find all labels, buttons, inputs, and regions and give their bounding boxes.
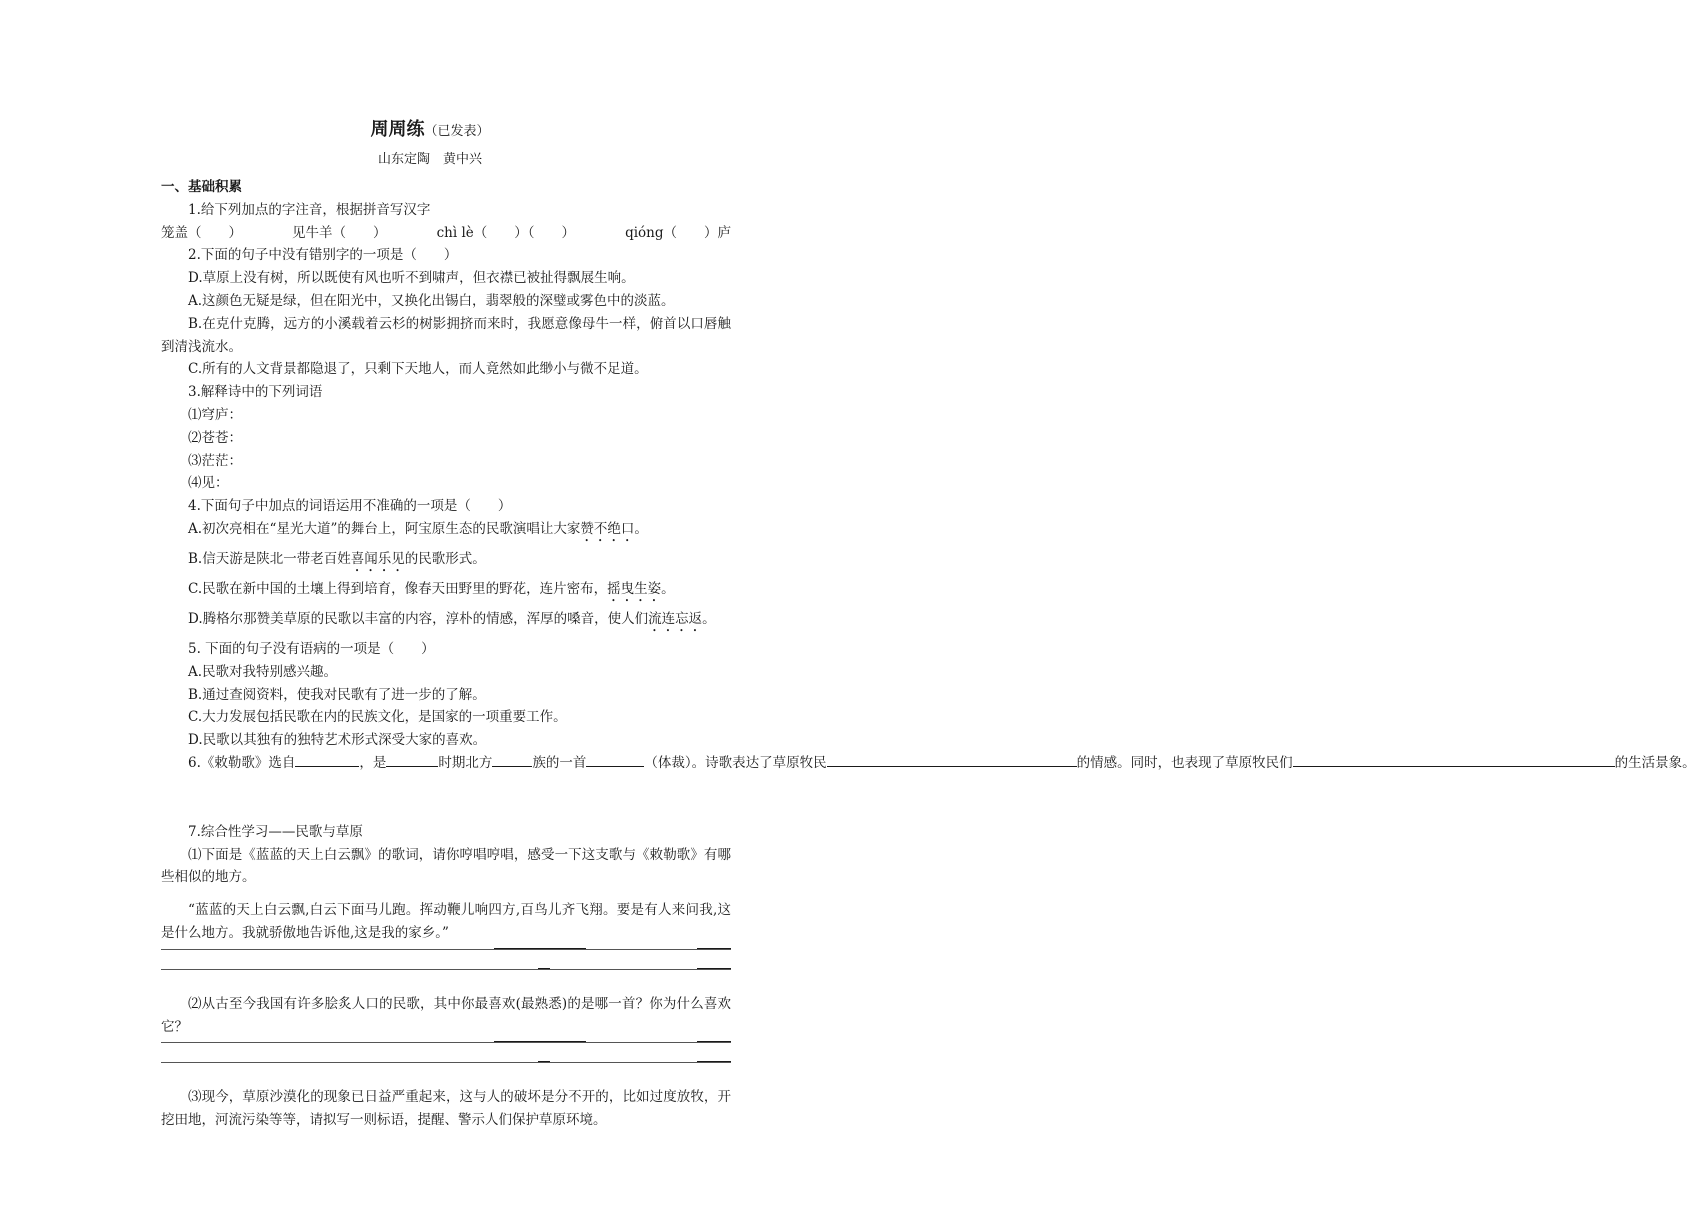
q3-item: ⑶茫茫： — [188, 452, 242, 469]
q7-sub1: ⑴下面是《蓝蓝的天上白云飘》的歌词，请你哼唱哼唱，感受一下这支歌与《敕勒歌》有哪些相似的地方。 — [161, 846, 731, 886]
q6-blank[interactable] — [827, 752, 1077, 767]
q2-option: A.这颜色无疑是绿，但在阳光中，又换化出锡白，翡翠般的深璧或雾色中的淡蓝。 — [188, 292, 675, 309]
q4-b-end: 的民歌形式。 — [404, 550, 486, 567]
q7-sub2: ⑵从古至今我国有许多脍炙人口的民歌，其中你最喜欢(最熟悉)的是哪一首？你为什么喜欢它？ — [161, 995, 731, 1035]
q4-a-end: 。 — [634, 520, 648, 537]
q1-item: 见牛羊（ ） — [292, 224, 387, 241]
q5-prompt: 5. 下面的句子没有语病的一项是（ ） — [188, 640, 435, 657]
q1-item: 笼盖（ ） — [161, 224, 242, 241]
q4-b-dotted-word: 喜闻乐见 — [350, 550, 405, 567]
q1-item: qióng（ ）庐 — [625, 224, 731, 241]
q2-option: C.所有的人文背景都隐退了，只剩下天地人，而人竟然如此缈小与微不足道。 — [188, 361, 648, 378]
q6-blank[interactable] — [295, 752, 359, 767]
q4-a-text: A.初次亮相在“星光大道”的舞台上，阿宝原生态的民歌演唱让大家 — [188, 520, 581, 537]
q4-prompt: 4.下面句子中加点的词语运用不准确的一项是（ ） — [188, 498, 512, 515]
q4-c-dotted-word: 摇曳生姿 — [607, 580, 662, 597]
q1-item: chì lè（ ）（ ） — [436, 224, 576, 241]
q3-item: ⑷见： — [188, 475, 229, 492]
answer-line[interactable] — [161, 969, 731, 993]
q4-c-end: 。 — [661, 580, 675, 597]
q1-items — [161, 222, 731, 245]
q4-a-dotted-word: 赞不绝口 — [580, 520, 635, 537]
q4-option-a — [161, 518, 731, 548]
q4-c-text: C.民歌在新中国的土壤上得到培育，像春天田野里的野花，连片密布， — [188, 580, 608, 597]
q5-option: A.民歌对我特别感兴趣。 — [188, 663, 338, 680]
q6-text: 的情感。同时，也表现了草原牧民们 — [1076, 754, 1293, 771]
q6-text: 时期北方 — [438, 754, 493, 771]
q6-text: ，是 — [359, 754, 387, 771]
q3-item: ⑴穹庐： — [188, 406, 242, 423]
q4-d-end: 。 — [702, 610, 716, 627]
answer-line[interactable] — [161, 1062, 731, 1086]
q7-prompt: 7.综合性学习——民歌与草原 — [188, 823, 363, 840]
q2-prompt: 2.下面的句子中没有错别字的一项是（ ） — [188, 247, 458, 264]
q4-option-c — [161, 578, 731, 608]
q7-sub3: ⑶现今，草原沙漠化的现象已日益严重起来，这与人的破坏是分不开的，比如过度放牧，开挖田地，河流污染等等，请拟写一则标语，提醒、警示人们保护草原环境。 — [161, 1089, 731, 1129]
page-title — [0, 118, 860, 144]
q6-line-1 — [161, 752, 1696, 775]
q5-option: D.民歌以其独有的独特艺术形式深受大家的喜欢。 — [188, 732, 487, 749]
q4-d-dotted-word: 流连忘返 — [648, 610, 703, 627]
q6-text: 族的一首 — [532, 754, 587, 771]
title-note: （已发表） — [424, 124, 490, 139]
q4-b-text: B.信天游是陕北一带老百姓 — [188, 550, 351, 567]
q6-blank[interactable] — [1293, 752, 1615, 767]
q4-option-b — [161, 548, 731, 578]
q6-blank[interactable] — [386, 752, 438, 767]
q6-text: 6.《敕勒歌》选自 — [188, 754, 296, 771]
q7-lyrics: “蓝蓝的天上白云飘,白云下面马儿跑。挥动鞭儿响四方,百鸟儿齐飞翔。要是有人来问我,这是什么地方。我就骄傲地告诉他,这是我的家乡。” — [161, 902, 731, 941]
title-text: 周周练 — [370, 119, 425, 140]
q6-blank[interactable] — [586, 752, 644, 767]
q6-text: （体裁）。诗歌表达了草原牧民 — [644, 754, 827, 771]
q2-option: D.草原上没有树，所以既使有风也听不到啸声，但衣襟已被扯得飘展生响。 — [188, 270, 635, 287]
q6-text: 的生活景象。 — [1614, 754, 1696, 771]
q6-blank[interactable] — [492, 752, 532, 767]
q3-prompt: 3.解释诗中的下列词语 — [188, 384, 323, 401]
answer-line[interactable] — [161, 945, 731, 969]
q2-option: B.在克什克腾，远方的小溪载着云杉的树影拥挤而来时，我愿意像母牛一样，俯首以口唇触到清浅流水。 — [161, 315, 731, 355]
q5-option: B.通过查阅资料，使我对民歌有了进一步的了解。 — [188, 686, 486, 703]
worksheet-body — [161, 176, 1696, 1132]
q3-item: ⑵苍苍： — [188, 429, 242, 446]
section-heading: 一、基础积累 — [161, 179, 242, 195]
q4-option-d — [161, 608, 731, 638]
author-line: 山东定陶 黄中兴 — [377, 152, 482, 167]
answer-line[interactable] — [161, 1038, 731, 1062]
q1-prompt: 1.给下列加点的字注音，根据拼音写汉字 — [188, 201, 431, 218]
q5-option: C.大力发展包括民歌在内的民族文化，是国家的一项重要工作。 — [188, 709, 567, 726]
q4-d-text: D.腾格尔那赞美草原的民歌以丰富的内容，淳朴的情感，浑厚的嗓音，使人们 — [188, 610, 649, 627]
